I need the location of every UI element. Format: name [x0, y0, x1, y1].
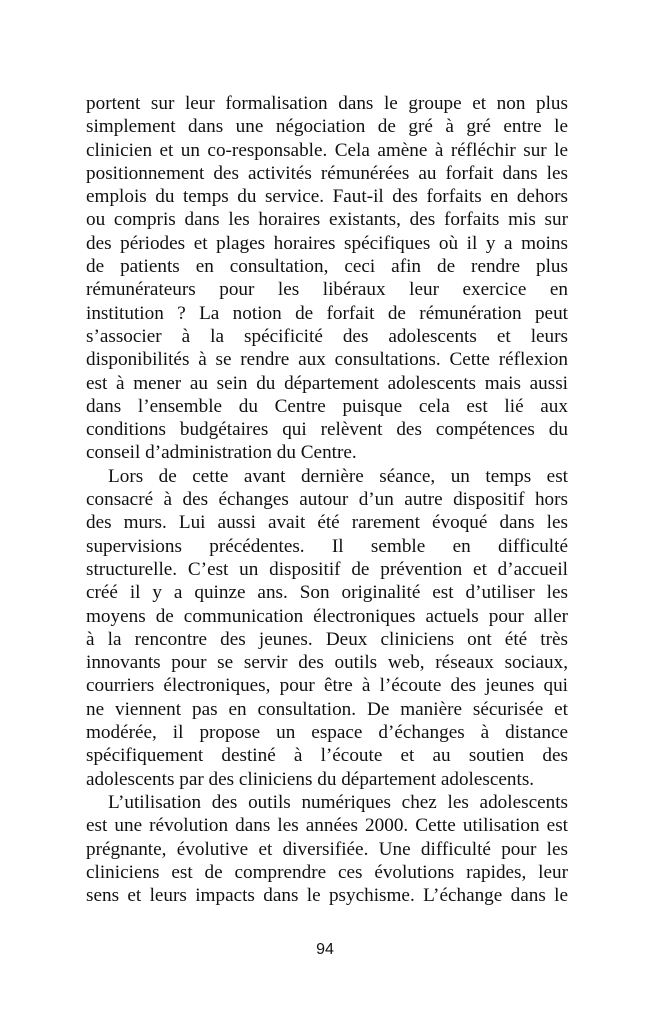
text-line: prégnante, évolutive et diversifiée. Une difficulté pour les: [86, 838, 568, 860]
text-line: cliniciens est de comprendre ces évolutions rapides, leur: [86, 861, 568, 883]
text-line: ne viennent pas en consultation. De manière sécurisée et: [86, 698, 568, 720]
text-line: moyens de communication électroniques actuels pour aller: [86, 605, 568, 627]
text-line: consacré à des échanges autour d’un autre dispositif hors: [86, 489, 568, 511]
text-line: innovants pour se servir des outils web, réseaux sociaux,: [86, 652, 568, 674]
text-line: emplois du temps du service. Faut-il des forfaits en dehors: [86, 186, 568, 208]
text-line: à la rencontre des jeunes. Deux cliniciens ont été très: [86, 628, 568, 650]
paragraph-2: [86, 465, 568, 791]
text-line: des périodes et plages horaires spécifiques où il y a moins: [86, 232, 568, 254]
text-line: Lors de cette avant dernière séance, un temps est: [108, 465, 568, 487]
page-number: 94: [316, 941, 334, 958]
text-line: adolescents par des cliniciens du département adolescents.: [86, 768, 535, 790]
paragraph-1: [86, 92, 568, 465]
text-line: rémunérateurs pour les libéraux leur exercice en: [86, 279, 568, 301]
text-line: portent sur leur formalisation dans le groupe et non plus: [86, 93, 568, 114]
text-line: de patients en consultation, ceci afin de rendre plus: [86, 256, 568, 278]
text-line: positionnement des activités rémunérées au forfait dans les: [86, 162, 568, 184]
text-line: s’associer à la spécificité des adolescents et leurs: [86, 325, 568, 347]
text-line: est à mener au sein du département adolescents mais aussi: [86, 372, 568, 394]
text-line: simplement dans une négociation de gré à gré entre le: [86, 116, 568, 138]
text-line: dans l’ensemble du Centre puisque cela est lié aux: [86, 395, 568, 417]
text-line: institution ? La notion de forfait de rémunération peut: [86, 302, 568, 324]
text-line: courriers électroniques, pour être à l’écoute des jeunes qui: [86, 675, 568, 697]
text-line: créé il y a quinze ans. Son originalité est d’utiliser les: [86, 582, 568, 604]
text-line: est une révolution dans les années 2000. Cette utilisation est: [86, 815, 568, 837]
paragraph-3: [86, 791, 568, 907]
text-line: spécifiquement destiné à l’écoute et au soutien des: [86, 745, 568, 767]
text-line: structurelle. C’est un dispositif de prévention et d’accueil: [86, 558, 568, 580]
text-line: L’utilisation des outils numériques chez les adolescents: [108, 791, 568, 813]
body-text: [86, 92, 568, 907]
text-line: supervisions précédentes. Il semble en difficulté: [86, 535, 568, 557]
text-line: des murs. Lui aussi avait été rarement évoqué dans les: [86, 512, 568, 534]
text-line: ou compris dans les horaires existants, des forfaits mis sur: [86, 209, 568, 231]
text-line: sens et leurs impacts dans le psychisme. L’échange dans le: [86, 885, 568, 907]
text-line: conseil d’administration du Centre.: [86, 442, 357, 464]
text-line: modérée, il propose un espace d’échanges à distance: [86, 722, 568, 744]
text-line: disponibilités à se rendre aux consultations. Cette réflexion: [86, 349, 568, 371]
text-line: conditions budgétaires qui relèvent des compétences du: [86, 419, 568, 441]
text-line: clinicien et un co-responsable. Cela amène à réfléchir sur le: [86, 139, 568, 161]
